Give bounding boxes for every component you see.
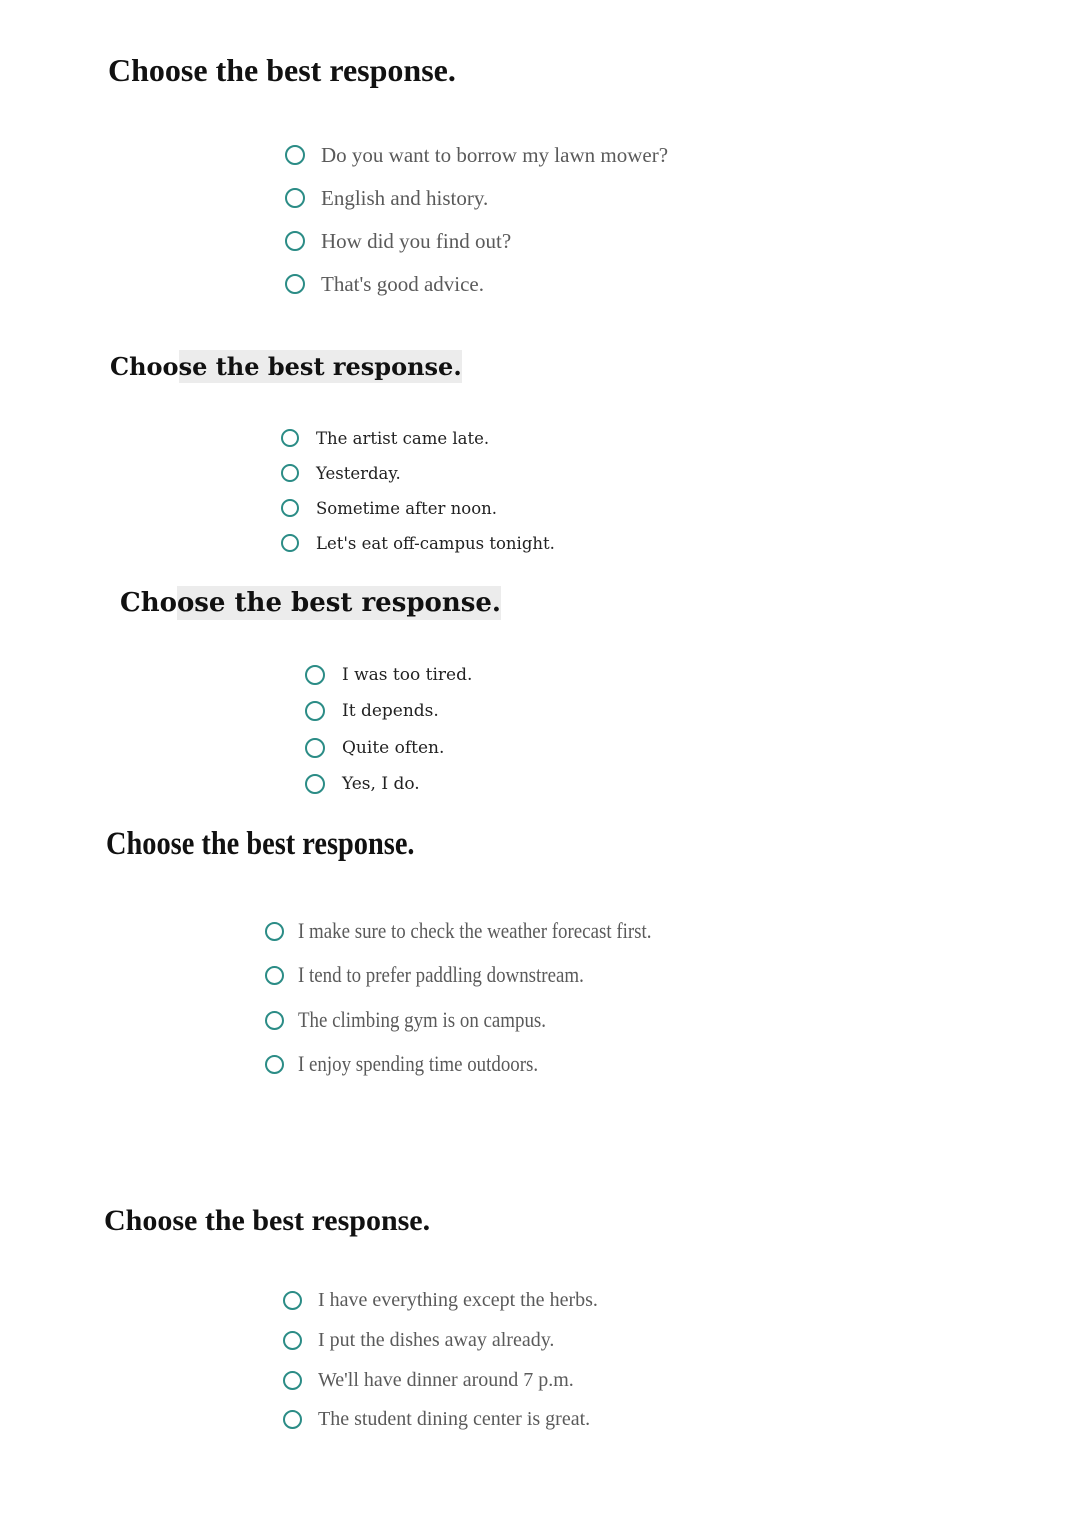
option-label: It depends. <box>342 701 439 721</box>
option-label: English and history. <box>321 185 489 210</box>
question-title-lead: Choo <box>110 352 179 381</box>
option-label: I enjoy spending time outdoors. <box>298 1051 539 1076</box>
option-item[interactable] <box>281 424 489 452</box>
option-item[interactable] <box>265 1047 577 1081</box>
option-item[interactable] <box>283 1364 574 1396</box>
option-item[interactable] <box>305 696 439 726</box>
option-label: Yesterday. <box>316 463 401 483</box>
radio-button[interactable] <box>283 1291 302 1310</box>
option-label: Quite often. <box>342 738 445 758</box>
radio-button[interactable] <box>283 1371 302 1390</box>
radio-button[interactable] <box>265 922 284 941</box>
radio-button[interactable] <box>281 429 299 447</box>
radio-button[interactable] <box>285 145 305 165</box>
option-label: The student dining center is great. <box>318 1407 591 1430</box>
option-label: The climbing gym is on campus. <box>298 1007 547 1032</box>
option-label: I tend to prefer paddling downstream. <box>298 962 584 987</box>
option-label: Do you want to borrow my lawn mower? <box>321 142 669 167</box>
radio-button[interactable] <box>281 534 299 552</box>
option-label: Let's eat off-campus tonight. <box>316 533 555 553</box>
option-label: We'll have dinner around 7 p.m. <box>318 1368 574 1391</box>
option-label: I was too tired. <box>342 665 473 685</box>
option-item[interactable] <box>283 1284 598 1316</box>
option-item[interactable] <box>285 138 668 172</box>
option-label: How did you find out? <box>321 228 512 253</box>
radio-button[interactable] <box>281 499 299 517</box>
option-item[interactable] <box>281 494 497 522</box>
radio-button[interactable] <box>265 1011 284 1030</box>
option-item[interactable] <box>283 1324 554 1356</box>
option-label: That's good advice. <box>321 271 484 296</box>
radio-button[interactable] <box>305 665 325 685</box>
option-item[interactable] <box>305 660 472 690</box>
option-item[interactable] <box>305 733 444 763</box>
option-label: The artist came late. <box>316 428 490 448</box>
option-item[interactable] <box>285 224 511 258</box>
option-item[interactable] <box>265 914 709 948</box>
radio-button[interactable] <box>283 1331 302 1350</box>
option-label: I make sure to check the weather forecast first. <box>298 918 652 943</box>
question-title: Choose the best response. <box>106 826 415 862</box>
option-item[interactable] <box>281 529 555 557</box>
radio-button[interactable] <box>305 701 325 721</box>
option-item[interactable] <box>305 769 420 799</box>
option-item[interactable] <box>285 267 484 301</box>
question-title-highlighted: ose the best response. <box>176 588 501 618</box>
radio-button[interactable] <box>265 966 284 985</box>
option-item[interactable] <box>265 958 630 992</box>
option-label: I have everything except the herbs. <box>318 1288 598 1311</box>
radio-button[interactable] <box>305 738 325 758</box>
option-item[interactable] <box>265 1003 586 1037</box>
question-title: Choose the best response. <box>104 1204 431 1237</box>
radio-button[interactable] <box>281 464 299 482</box>
option-item[interactable] <box>283 1403 590 1435</box>
radio-button[interactable] <box>285 274 305 294</box>
question-title <box>120 588 501 618</box>
radio-button[interactable] <box>285 231 305 251</box>
radio-button[interactable] <box>285 188 305 208</box>
question-title <box>110 352 462 381</box>
radio-button[interactable] <box>265 1055 284 1074</box>
question-title: Choose the best response. <box>108 52 456 88</box>
question-title-highlighted: se the best response. <box>178 352 462 381</box>
option-label: Yes, I do. <box>342 774 420 794</box>
question-title-lead: Cho <box>120 588 177 618</box>
radio-button[interactable] <box>305 774 325 794</box>
radio-button[interactable] <box>283 1410 302 1429</box>
option-label: Sometime after noon. <box>316 498 498 518</box>
option-item[interactable] <box>281 459 401 487</box>
option-item[interactable] <box>285 181 488 215</box>
option-label: I put the dishes away already. <box>318 1328 555 1351</box>
